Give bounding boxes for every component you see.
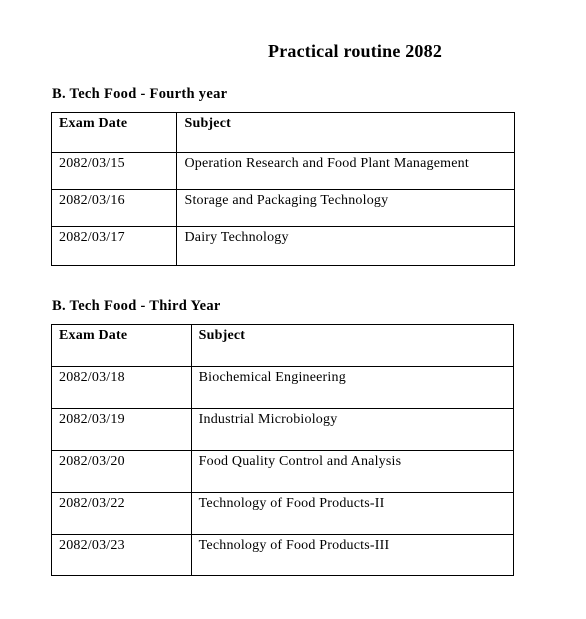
- table-row: [52, 493, 514, 535]
- subject-cell: Technology of Food Products-III: [191, 535, 513, 576]
- subject-cell: Technology of Food Products-II: [191, 493, 513, 535]
- subject-cell: Biochemical Engineering: [191, 367, 513, 409]
- section-heading-third-year: B. Tech Food - Third Year: [52, 298, 221, 314]
- exam-date-cell: 2082/03/16: [52, 190, 177, 227]
- table-row: [52, 227, 515, 266]
- subject-cell: Dairy Technology: [177, 227, 515, 266]
- subject-cell: Industrial Microbiology: [191, 409, 513, 451]
- table-row: [52, 367, 514, 409]
- document-title: Practical routine 2082: [268, 41, 443, 61]
- exam-date-cell: 2082/03/19: [52, 409, 192, 451]
- exam-date-cell: 2082/03/23: [52, 535, 192, 576]
- routine-table-third-year: [51, 324, 514, 576]
- table-row: [52, 153, 515, 190]
- table-row: [52, 535, 514, 576]
- subject-cell: Operation Research and Food Plant Management: [177, 153, 515, 190]
- table-header-row: [52, 325, 514, 367]
- column-header-exam-date: Exam Date: [52, 325, 192, 367]
- table-header-row: [52, 113, 515, 153]
- table-row: [52, 451, 514, 493]
- subject-cell: Storage and Packaging Technology: [177, 190, 515, 227]
- exam-date-cell: 2082/03/22: [52, 493, 192, 535]
- exam-date-cell: 2082/03/18: [52, 367, 192, 409]
- exam-date-cell: 2082/03/20: [52, 451, 192, 493]
- column-header-subject: Subject: [177, 113, 515, 153]
- column-header-subject: Subject: [191, 325, 513, 367]
- table-row: [52, 409, 514, 451]
- exam-date-cell: 2082/03/15: [52, 153, 177, 190]
- routine-table-fourth-year: [51, 112, 515, 266]
- exam-date-cell: 2082/03/17: [52, 227, 177, 266]
- column-header-exam-date: Exam Date: [52, 113, 177, 153]
- subject-cell: Food Quality Control and Analysis: [191, 451, 513, 493]
- table-row: [52, 190, 515, 227]
- section-heading-fourth-year: B. Tech Food - Fourth year: [52, 86, 228, 102]
